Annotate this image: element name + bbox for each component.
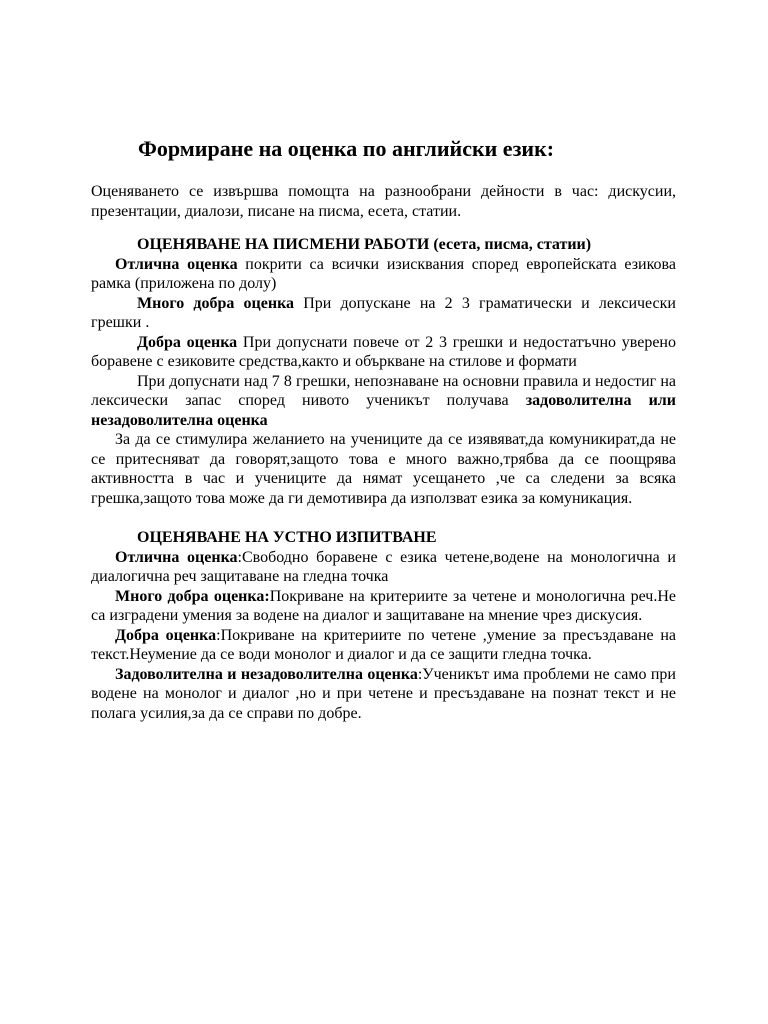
oral-good-text: :Покриване на критериите по четене ,умение за пресъздаване на текст.Неумение да се води монолог и диалог и да се защити гледна точка. — [91, 626, 677, 663]
oral-low-paragraph — [91, 665, 676, 724]
written-below-label: задоволителна или незадоволителна оценка — [91, 392, 677, 429]
written-excellent-paragraph — [91, 255, 676, 294]
written-good-paragraph — [91, 333, 676, 372]
written-good-label: Добра оценка — [137, 333, 238, 351]
oral-excellent-text: :Свободно боравене с езика четене,водене на монологична и диалогична реч защитаване на гледна точка — [91, 548, 676, 585]
oral-heading: ОЦЕНЯВАНЕ НА УСТНО ИЗПИТВАНЕ — [137, 529, 437, 546]
written-very-good-paragraph — [91, 294, 676, 333]
oral-very-good-label: Много добра оценка: — [115, 587, 270, 605]
oral-good-paragraph — [91, 626, 676, 665]
written-below-text: При допуснати над 7 8 грешки, непознаване на основни правила и недостиг на лексически запас според нивото ученикът получава — [91, 372, 676, 409]
intro-paragraph: Оценяването се извършва помощта на разнообрани дейности в час: дискусии, презентации, диалози, писане на писма, есета, статии. — [91, 183, 676, 220]
oral-good-label: Добра оценка — [115, 626, 217, 644]
document-body — [91, 182, 676, 723]
written-note-paragraph: За да се стимулира желанието на учениците да се изявяват,да комуникират,да не се притесняват да говорят,защото това е много важно,трябва да се поощрява активността в час и учениците да нямат усещането ,че са следени за всяка грешка,защото това може да ги демотивира да използват езика за комуникация. — [91, 431, 676, 507]
written-very-good-text: При допускане на 2 3 граматически и лексически грешки . — [91, 294, 676, 331]
oral-low-text: :Ученикът има проблеми не само при водене на монолог и диалог ,но и при четене и пресъздаване на познат текст и не полага усилия,за да се справи по добре. — [91, 665, 676, 722]
oral-low-label: Задоволителна и незадоволителна оценка — [115, 665, 418, 683]
written-heading: ОЦЕНЯВАНЕ НА ПИСМЕНИ РАБОТИ (есета, писма, статии) — [137, 236, 592, 253]
written-below-paragraph — [91, 372, 676, 431]
written-good-text: При допуснати повече от 2 3 грешки и недостатъчно уверено боравене с езиковите средства,както и объркване на стилове и формати — [91, 333, 676, 370]
written-excellent-text: покрити са всички изисквания според европейската езикова рамка (приложена по долу) — [91, 255, 676, 292]
oral-very-good-text: Покриване на критериите за четене и монологична реч.Не са изградени умения за водене на диалог и защитаване на мнение чрез дискусия. — [91, 587, 677, 624]
oral-excellent-paragraph — [91, 548, 676, 587]
document-title: Формиране на оценка по английски език: — [138, 136, 555, 161]
oral-very-good-paragraph — [91, 587, 676, 626]
written-very-good-label: Много добра оценка — [137, 294, 295, 312]
oral-excellent-label: Отлична оценка — [115, 548, 238, 566]
written-excellent-label: Отлична оценка — [115, 255, 238, 273]
